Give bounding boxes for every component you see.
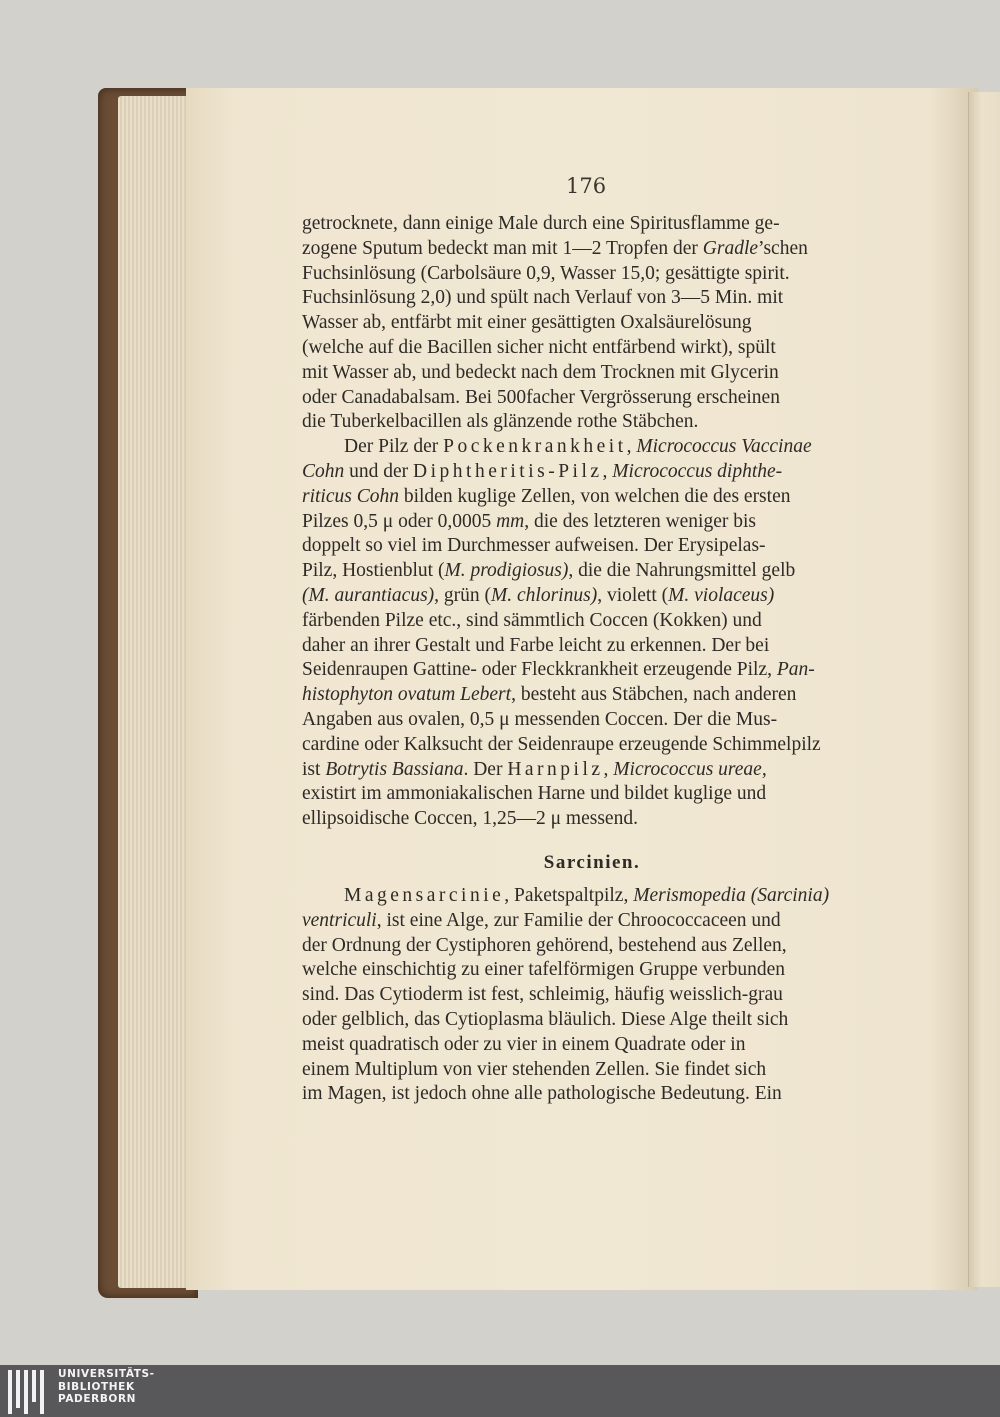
text-line: getrocknete, dann einige Male durch eine Spiritusflamme ge-: [302, 213, 780, 234]
text-line: Wasser ab, entfärbt mit einer gesättigten Oxalsäurelösung: [302, 312, 752, 334]
body-text: [302, 212, 882, 1107]
text-line: sind. Das Cytioderm ist fest, schleimig, häufig weisslich-grau: [302, 984, 783, 1006]
text-line: Seidenraupen Gattine- oder Fleckkrankheit erzeugende Pilz, Pan-: [302, 659, 815, 681]
text-line: meist quadratisch oder zu vier in einem Quadrate oder in: [302, 1033, 746, 1055]
text-line: Fuchsinlösung 2,0) und spült nach Verlauf von 3—5 Min. mit: [302, 287, 784, 309]
text-line: histophyton ovatum Lebert, besteht aus Stäbchen, nach anderen: [302, 684, 797, 706]
text-line: zogene Sputum bedeckt man mit 1—2 Tropfen der Gradle’schen: [302, 237, 808, 259]
text-line: Der Pilz der Pockenkrankheit, Micrococcus Vaccinae: [344, 436, 812, 458]
text-line: oder gelblich, das Cytioplasma bläulich. Diese Alge theilt sich: [302, 1008, 789, 1030]
library-logo-icon: [8, 1370, 50, 1414]
text-line: Cohn und der Diphtheritis-Pilz, Micrococcus diphthe-: [302, 460, 783, 482]
text-line: ventriculi, ist eine Alge, zur Familie der Chroococcaceen und: [302, 909, 781, 931]
text-line: (welche auf die Bacillen sicher nicht entfärbend wirkt), spült: [302, 336, 776, 358]
text-line: ellipsoidische Coccen, 1,25—2 μ messend.: [302, 808, 638, 830]
text-line: Magensarcinie, Paketspaltpilz, Merismopedia (Sarcinia): [344, 884, 830, 906]
text-line: mit Wasser ab, und bedeckt nach dem Trocknen mit Glycerin: [302, 361, 779, 383]
text-line: daher an ihrer Gestalt und Farbe leicht zu erkennen. Der bei: [302, 634, 770, 656]
spacer: [302, 832, 882, 848]
text-line: existirt im ammoniakalischen Harne und bildet kuglige und: [302, 783, 767, 805]
logo-line: BIBLIOTHEK: [58, 1380, 135, 1393]
text-line: welche einschichtig zu einer tafelförmigen Gruppe verbunden: [302, 959, 785, 981]
page-edges: [118, 96, 196, 1288]
text-line: die Tuberkelbacillen als glänzende rothe Stäbchen.: [302, 411, 699, 433]
text-line: (M. aurantiacus), grün (M. chlorinus), violett (M. violaceus): [302, 584, 775, 606]
text-line: einem Multiplum von vier stehenden Zellen. Sie findet sich: [302, 1058, 767, 1080]
page-number: 176: [566, 174, 607, 198]
logo-line: PADERBORN: [58, 1393, 137, 1405]
text-line: der Ordnung der Cystiphoren gehörend, bestehend aus Zellen,: [302, 934, 787, 956]
text-line: Fuchsinlösung (Carbolsäure 0,9, Wasser 15,0; gesättigte spirit.: [302, 262, 790, 284]
text-line: ist Botrytis Bassiana. Der Harnpilz, Micrococcus ureae,: [302, 758, 767, 780]
text-line: riticus Cohn bilden kuglige Zellen, von welchen die des ersten: [302, 485, 791, 507]
library-logo-text: [58, 1368, 155, 1406]
text-line: Pilzes 0,5 μ oder 0,0005 mm, die des letzteren weniger bis: [302, 510, 757, 532]
facing-page-edge: [968, 92, 1000, 1287]
text-line: im Magen, ist jedoch ohne alle pathologische Bedeutung. Ein: [302, 1083, 782, 1105]
section-heading: Sarcinien.: [543, 851, 641, 873]
text-line: Pilz, Hostienblut (M. prodigiosus), die die Nahrungsmittel gelb: [302, 560, 796, 582]
text-line: doppelt so viel im Durchmesser aufweisen. Der Erysipelas-: [302, 535, 766, 557]
text-line: Angaben aus ovalen, 0,5 μ messenden Coccen. Der die Mus-: [302, 708, 778, 730]
text-line: cardine oder Kalksucht der Seidenraupe erzeugende Schimmelpilz: [302, 733, 821, 755]
logo-line: UNIVERSITÄTS-: [58, 1368, 155, 1380]
text-line: färbenden Pilze etc., sind sämmtlich Coccen (Kokken) und: [302, 609, 762, 631]
text-line: oder Canadabalsam. Bei 500facher Vergrösserung erscheinen: [302, 386, 780, 408]
